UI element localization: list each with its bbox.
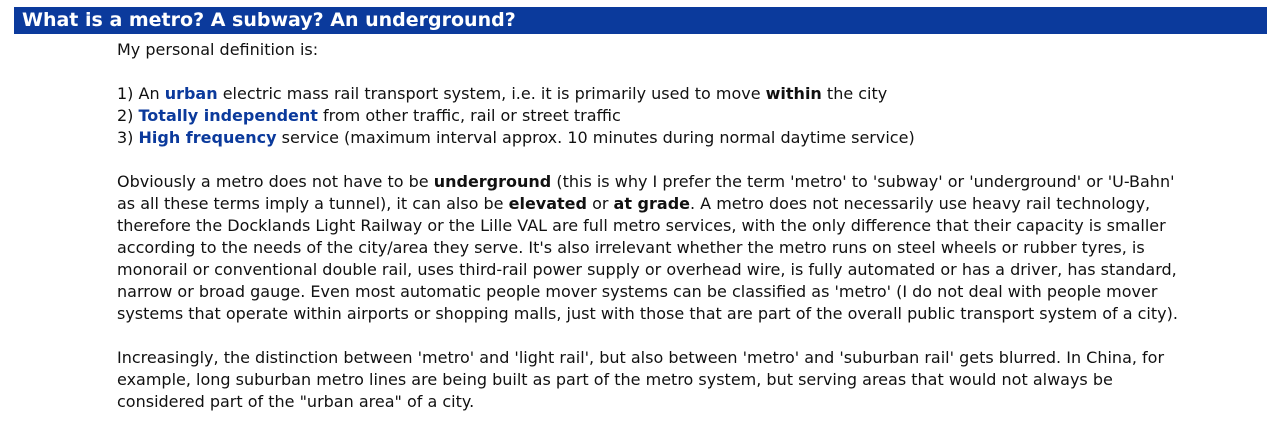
para1-bold-at-grade: at grade	[613, 194, 690, 213]
para2-line-3: considered part of the "urban area" of a city.	[117, 392, 475, 411]
criterion-3-text: service (maximum interval approx. 10 minutes during normal daytime service)	[276, 128, 915, 147]
para1-line-7: systems that operate within airports or shopping malls, just with those that are part of the overall public transport system of a city).	[117, 304, 1178, 323]
para1-line-2-b: or	[586, 194, 614, 213]
section-heading: What is a metro? A subway? An underground?	[22, 9, 516, 31]
criterion-3-highlight: High frequency	[138, 128, 277, 147]
criterion-2-highlight: Totally independent	[138, 106, 318, 125]
para1-line-5: monorail or conventional double rail, uses third-rail power supply or overhead wire, is fully automated or has a driver, has standard,	[117, 260, 1177, 279]
criterion-3	[117, 127, 1267, 149]
para1-line-2-c: . A metro does not necessarily use heavy rail technology,	[690, 194, 1151, 213]
para1-line-1-a: Obviously a metro does not have to be	[117, 172, 434, 191]
criterion-1	[117, 83, 1267, 105]
intro-line: My personal definition is:	[117, 40, 319, 59]
article-body	[117, 39, 1267, 413]
criterion-1-text-a: electric mass rail transport system, i.e. it is primarily used to move	[217, 84, 766, 103]
criterion-1-text-b: the city	[821, 84, 888, 103]
criterion-3-number: 3)	[117, 128, 139, 147]
criterion-2-number: 2)	[117, 106, 139, 125]
para1-line-2	[117, 193, 1267, 215]
para1-line-3: therefore the Docklands Light Railway or the Lille VAL are full metro services, with the only difference that their capacity is smaller	[117, 216, 1166, 235]
para1-line-1	[117, 171, 1267, 193]
criterion-1-bold: within	[765, 84, 822, 103]
spacer	[117, 149, 1267, 171]
para1-line-6: narrow or broad gauge. Even most automatic people mover systems can be classified as 'metro' (I do not deal with people mover	[117, 282, 1158, 301]
para1-line-4: according to the needs of the city/area they serve. It's also irrelevant whether the metro runs on steel wheels or rubber tyres, is	[117, 238, 1145, 257]
criterion-1-number: 1) An	[117, 84, 165, 103]
spacer	[117, 325, 1267, 347]
criterion-2-text: from other traffic, rail or street traffic	[317, 106, 621, 125]
spacer	[117, 61, 1267, 83]
criterion-1-highlight: urban	[164, 84, 218, 103]
para2-line-1: Increasingly, the distinction between 'metro' and 'light rail', but also between 'metro' and 'suburban rail' gets blurred. In China, for	[117, 348, 1165, 367]
para1-bold-underground: underground	[433, 172, 552, 191]
para2-line-2: example, long suburban metro lines are being built as part of the metro system, but serving areas that would not always be	[117, 370, 1113, 389]
para1-line-1-b: (this is why I prefer the term 'metro' to 'subway' or 'underground' or 'U-Bahn'	[551, 172, 1175, 191]
para1-line-2-a: as all these terms imply a tunnel), it can also be	[117, 194, 509, 213]
criterion-2	[117, 105, 1267, 127]
para1-bold-elevated: elevated	[508, 194, 587, 213]
section-heading-bar	[14, 7, 1267, 34]
